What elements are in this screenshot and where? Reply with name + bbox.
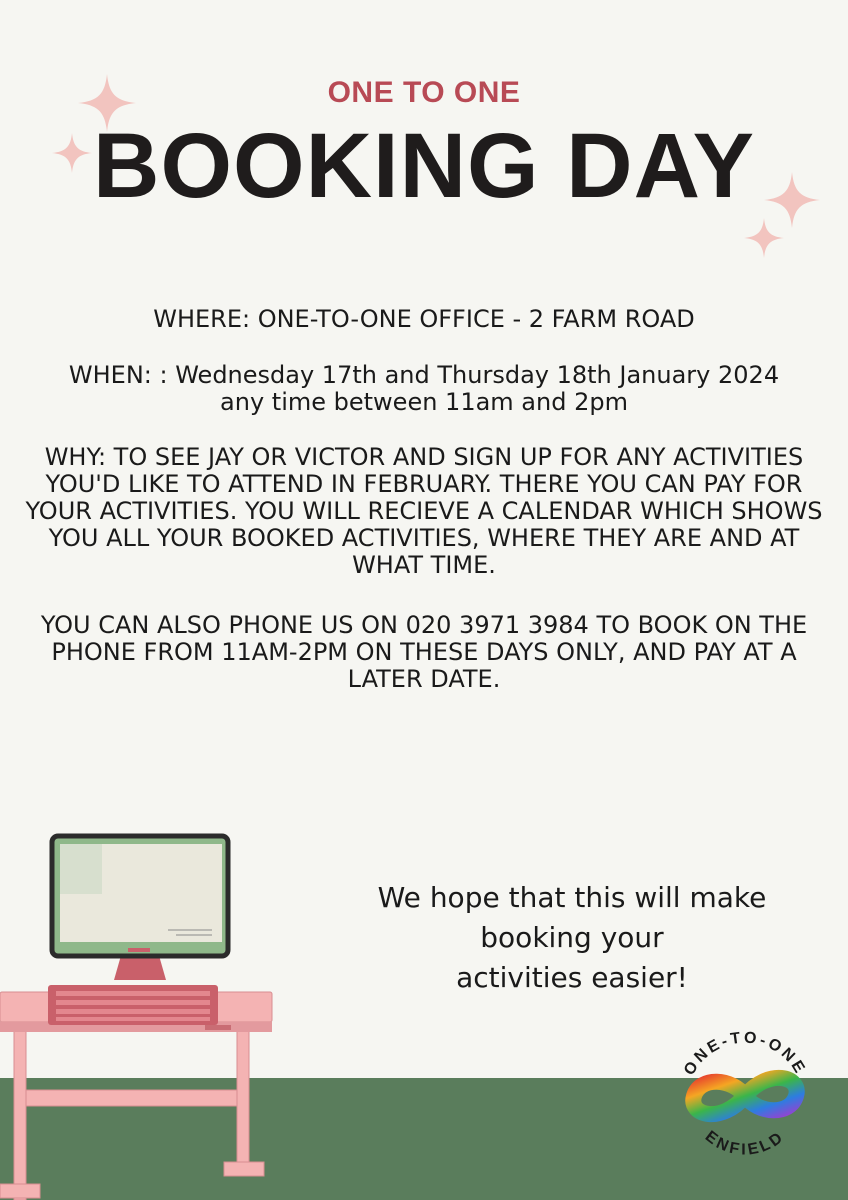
where-text: WHERE: ONE-TO-ONE OFFICE - 2 FARM ROAD bbox=[153, 305, 695, 333]
page-title: BOOKING DAY bbox=[93, 115, 755, 217]
infinity-logo bbox=[670, 1008, 820, 1168]
why-text: WHY: TO SEE JAY OR VICTOR AND SIGN UP FOR ANY ACTIVITIES YOU'D LIKE TO ATTEND IN FEBRUARY. THERE YOU CAN PAY FOR YOUR ACTIVITIES. YOU WILL RECIEVE A CALENDAR WHICH SHOWS YOU ALL YOUR BOOKED ACTIVITIES, WHERE THEY ARE AND AT WHAT TIME. bbox=[25, 443, 823, 579]
closing-message bbox=[340, 878, 804, 998]
sparkle-icon bbox=[744, 218, 784, 258]
when-text-line1: WHEN: : Wednesday 17th and Thursday 18th January 2024 bbox=[68, 361, 780, 389]
closing-line3: activities easier! bbox=[456, 961, 688, 994]
eyebrow-title: ONE TO ONE bbox=[327, 76, 521, 109]
when-section bbox=[24, 362, 824, 416]
where-section bbox=[24, 306, 824, 333]
computer-desk-illustration bbox=[0, 828, 290, 1200]
why-section bbox=[24, 444, 824, 579]
closing-line2: booking your bbox=[480, 921, 664, 954]
phone-section bbox=[24, 612, 824, 693]
when-text-line2: any time between 11am and 2pm bbox=[220, 388, 628, 416]
logo-bottom-text: ENFIELD bbox=[701, 1127, 789, 1159]
phone-text: YOU CAN ALSO PHONE US ON 020 3971 3984 TO BOOK ON THE PHONE FROM 11AM-2PM ON THESE DAYS ONLY, AND PAY AT A LATER DATE. bbox=[40, 611, 808, 693]
logo-top-text: ONE-TO-ONE bbox=[680, 1029, 810, 1079]
closing-line1: We hope that this will make bbox=[377, 881, 767, 914]
